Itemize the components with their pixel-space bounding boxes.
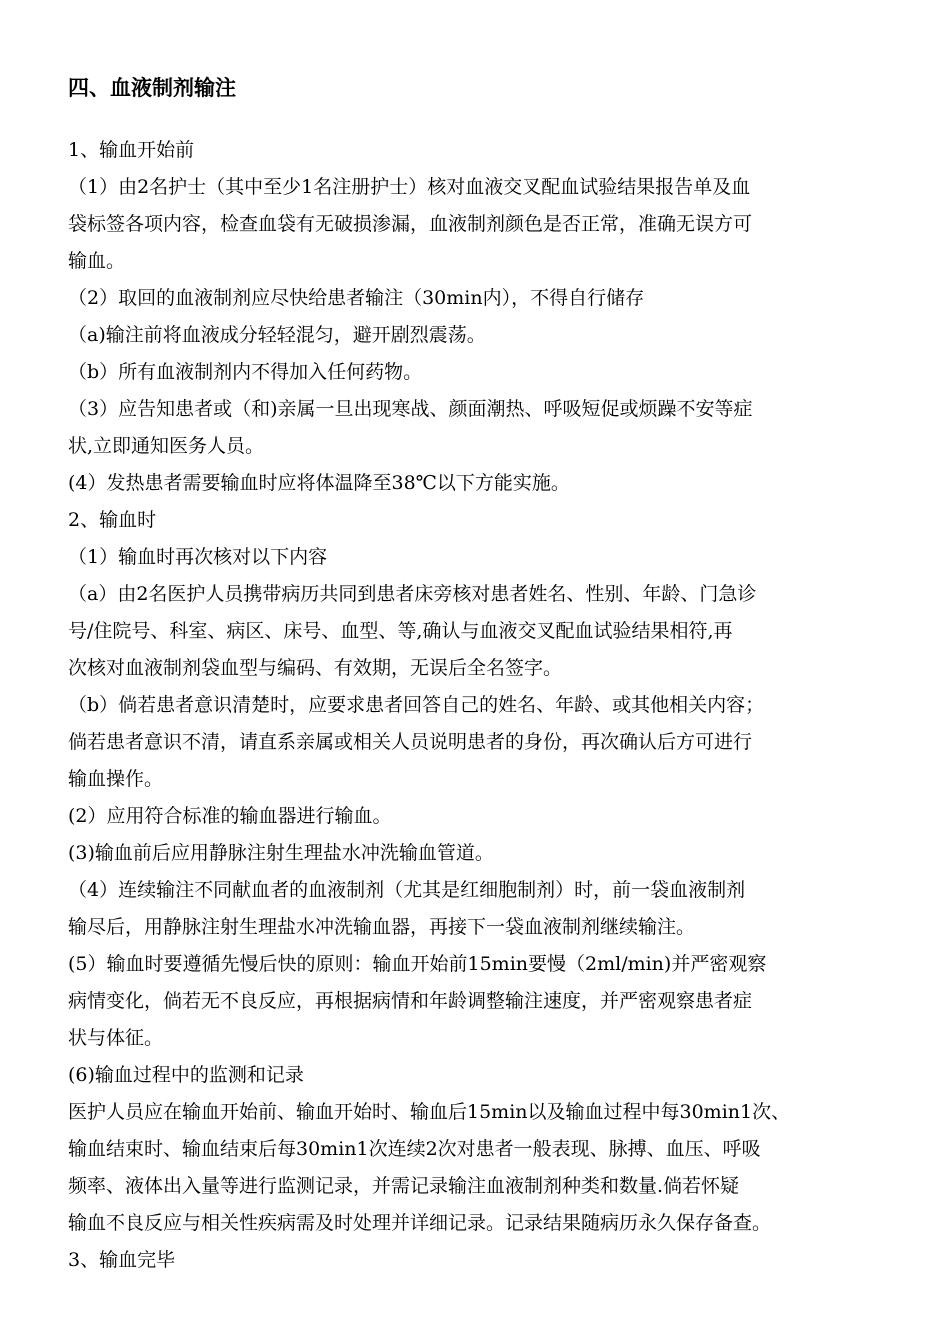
text-line: 病情变化，倘若无不良反应，再根据病情和年龄调整输注速度，并严密观察患者症 — [68, 990, 753, 1012]
text-line: 号/住院号、科室、病区、床号、血型、等,确认与血液交叉配血试验结果相符,再 — [68, 620, 733, 642]
text-line: （b）倘若患者意识清楚时，应要求患者回答自己的姓名、年龄、或其他相关内容； — [68, 694, 765, 716]
text-line: 输血结束时、输血结束后每30min1次连续2次对患者一般表现、脉搏、血压、呼吸 — [68, 1138, 761, 1160]
text-line: 倘若患者意识不清，请直系亲属或相关人员说明患者的身份，再次确认后方可进行 — [68, 731, 753, 753]
text-line: 状与体征。 — [68, 1027, 164, 1049]
text-line: （1）由2名护士（其中至少1名注册护士）核对血液交叉配血试验结果报告单及血 — [68, 176, 751, 198]
text-line: 3、输血完毕 — [68, 1249, 176, 1271]
text-line: （a)输注前将血液成分轻轻混匀，避开剧烈震荡。 — [68, 324, 486, 346]
text-line: 1、输血开始前 — [68, 139, 195, 161]
text-line: （b）所有血液制剂内不得加入任何药物。 — [68, 361, 423, 383]
text-line: 医护人员应在输血开始前、输血开始时、输血后15min以及输血过程中每30min1次、 — [68, 1101, 791, 1123]
text-line: (2）应用符合标准的输血器进行输血。 — [68, 805, 392, 827]
text-line: 状,立即通知医务人员。 — [68, 435, 265, 457]
text-line: (4）发热患者需要输血时应将体温降至38℃以下方能实施。 — [68, 472, 570, 494]
text-line: 输血不良反应与相关性疾病需及时处理并详细记录。记录结果随病历永久保存备查。 — [68, 1212, 772, 1234]
section-title: 四、血液制剂输注 — [68, 76, 236, 100]
text-line: 次核对血液制剂袋血型与编码、有效期，无误后全名签字。 — [68, 657, 563, 679]
text-line: 频率、液体出入量等进行监测记录，并需记录输注血液制剂种类和数量.倘若怀疑 — [68, 1175, 740, 1197]
text-line: （a）由2名医护人员携带病历共同到患者床旁核对患者姓名、性别、年龄、门急诊 — [68, 583, 757, 605]
text-line: 输血操作。 — [68, 768, 164, 790]
text-line: 输尽后，用静脉注射生理盐水冲洗输血器，再接下一袋血液制剂继续输注。 — [68, 916, 696, 938]
text-line: (6)输血过程中的监测和记录 — [68, 1064, 304, 1086]
text-line: 袋标签各项内容，检查血袋有无破损渗漏，血液制剂颜色是否正常，准确无误方可 — [68, 213, 753, 235]
text-line: (3)输血前后应用静脉注射生理盐水冲洗输血管道。 — [68, 842, 494, 864]
text-line: （4）连续输注不同献血者的血液制剂（尤其是红细胞制剂）时，前一袋血液制剂 — [68, 879, 746, 901]
document-body — [68, 132, 910, 1279]
text-line: 2、输血时 — [68, 509, 157, 531]
text-line: （2）取回的血液制剂应尽快给患者输注（30min内），不得自行储存 — [68, 287, 645, 309]
text-line: （3）应告知患者或（和)亲属一旦出现寒战、颜面潮热、呼吸短促或烦躁不安等症 — [68, 398, 753, 420]
text-line: （1）输血时再次核对以下内容 — [68, 546, 328, 568]
text-line: 输血。 — [68, 250, 126, 272]
text-line: (5）输血时要遵循先慢后快的原则：输血开始前15min要慢（2ml/min)并严密观察 — [68, 953, 767, 975]
